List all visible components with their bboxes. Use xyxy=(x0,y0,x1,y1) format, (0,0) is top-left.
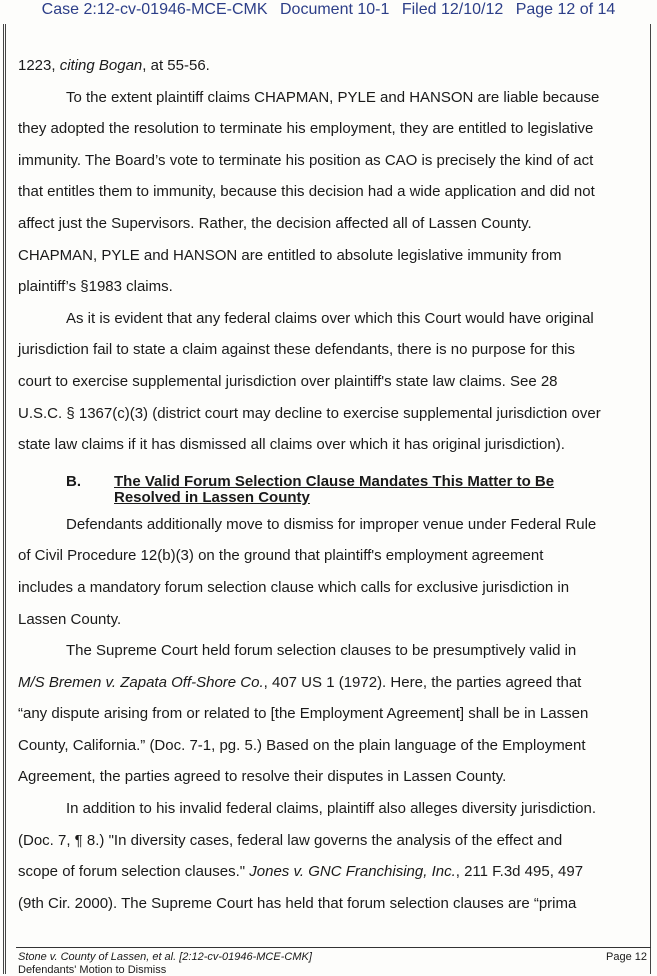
text-line xyxy=(18,429,648,461)
text-line xyxy=(18,604,648,636)
text-line xyxy=(18,82,648,114)
text-run: “any dispute arising from or related to [the Employment Agreement] shall be in Lassen xyxy=(18,705,589,723)
text-line xyxy=(18,271,648,303)
section-title-line-2: Resolved in Lassen County xyxy=(114,488,310,506)
text-run: , 407 US 1 (1972). Here, the parties agreed that xyxy=(263,673,582,691)
text-run: Lassen County. xyxy=(18,610,122,628)
text-run: 1223, xyxy=(18,57,60,74)
left-margin-rule xyxy=(3,24,6,974)
section-title xyxy=(114,474,554,506)
text-run: County, California.” (Doc. 7-1, pg. 5.) Based on the plain language of the Employment xyxy=(18,736,586,754)
body-block-1 xyxy=(18,50,648,461)
text-run: immunity. The Board’s vote to terminate his position as CAO is precisely the kind of act xyxy=(18,151,594,169)
text-run: (Doc. 7, ¶ 8.) "In diversity cases, federal law governs the analysis of the effect and xyxy=(18,831,563,849)
text-line xyxy=(18,793,648,825)
section-heading-b xyxy=(18,461,648,509)
text-run: As it is evident that any federal claims over which this Court would have original xyxy=(66,309,594,327)
text-run: of Civil Procedure 12(b)(3) on the ground that plaintiff's employment agreement xyxy=(18,547,544,565)
text-line xyxy=(18,540,648,572)
text-line xyxy=(18,240,648,272)
footer-rule xyxy=(16,947,651,948)
text-run: U.S.C. § 1367(c)(3) (district court may decline to exercise supplemental jurisdiction over xyxy=(18,404,601,422)
text-run: Defendants additionally move to dismiss for improper venue under Federal Rule xyxy=(66,515,597,533)
text-line xyxy=(18,698,648,730)
text-line xyxy=(18,50,648,82)
text-run: scope of forum selection clauses." xyxy=(18,863,250,881)
text-run: court to exercise supplemental jurisdiction over plaintiff's state law claims. See 28 xyxy=(18,372,558,390)
text-line xyxy=(18,303,648,335)
text-line xyxy=(18,761,648,793)
text-line xyxy=(18,635,648,667)
text-line xyxy=(18,334,648,366)
text-run: The Supreme Court held forum selection clauses to be presumptively valid in xyxy=(66,642,577,660)
text-run: To the extent plaintiff claims CHAPMAN, PYLE and HANSON are liable because xyxy=(66,88,600,106)
footer-case-citation xyxy=(18,951,312,963)
italic-citation: citing Bogan xyxy=(59,57,143,74)
text-line xyxy=(18,398,648,430)
footer-cite-rest: [2:12-cv-01946-MCE-CMK] xyxy=(176,951,312,963)
document-number: Document 10-1 xyxy=(279,1,390,18)
document-header xyxy=(0,0,657,24)
text-run: they adopted the resolution to terminate his employment, they are entitled to legislative xyxy=(18,120,594,138)
filed-date: Filed 12/10/12 xyxy=(401,1,504,18)
text-line xyxy=(18,667,648,699)
case-number: Case 2:12-cv-01946-MCE-CMK xyxy=(41,1,268,18)
text-line xyxy=(18,888,648,920)
text-line xyxy=(18,113,648,145)
text-run: that entitles them to immunity, because this decision had a wide application and did not xyxy=(18,183,595,201)
page-of-pages: Page 12 of 14 xyxy=(515,1,616,18)
text-run: jurisdiction fail to state a claim against these defendants, there is no purpose for this xyxy=(18,341,575,359)
body-block-2 xyxy=(18,509,648,920)
text-run: Agreement, the parties agreed to resolve their disputes in Lassen County. xyxy=(18,768,507,786)
italic-citation: M/S Bremen v. Zapata Off-Shore Co. xyxy=(18,673,264,691)
text-run: CHAPMAN, PYLE and HANSON are entitled to absolute legislative immunity from xyxy=(18,246,562,264)
text-line xyxy=(18,825,648,857)
text-line xyxy=(18,176,648,208)
text-line xyxy=(18,856,648,888)
text-run: state law claims if it has dismissed all claims over which it has original jurisdiction). xyxy=(18,436,565,454)
footer-page-number: Page 12 xyxy=(606,951,647,963)
text-line xyxy=(18,145,648,177)
footer-document-title: Defendants' Motion to Dismiss xyxy=(18,964,167,976)
text-run: , at 55-56. xyxy=(142,57,210,74)
text-line xyxy=(18,572,648,604)
text-line xyxy=(18,509,648,541)
italic-citation: Jones v. GNC Franchising, Inc. xyxy=(249,863,456,881)
text-line xyxy=(18,730,648,762)
text-line xyxy=(18,366,648,398)
section-letter: B. xyxy=(66,472,81,490)
text-run: , 211 F.3d 495, 497 xyxy=(455,863,584,881)
text-line xyxy=(18,208,648,240)
document-body xyxy=(18,50,648,919)
text-run: affect just the Supervisors. Rather, the decision affected all of Lassen County. xyxy=(18,214,532,232)
text-run: In addition to his invalid federal claims, plaintiff also alleges diversity jurisdiction. xyxy=(66,800,596,818)
text-run: includes a mandatory forum selection clause which calls for exclusive jurisdiction in xyxy=(18,578,570,596)
text-run: (9th Cir. 2000). The Supreme Court has held that forum selection clauses are “prima xyxy=(18,894,577,912)
text-run: plaintiff’s §1983 claims. xyxy=(18,278,173,296)
section-title-line-1: The Valid Forum Selection Clause Mandates This Matter to Be xyxy=(114,472,555,490)
footer-cite-italic: Stone v. County of Lassen, et al. xyxy=(18,951,177,963)
right-margin-rule xyxy=(650,24,651,974)
